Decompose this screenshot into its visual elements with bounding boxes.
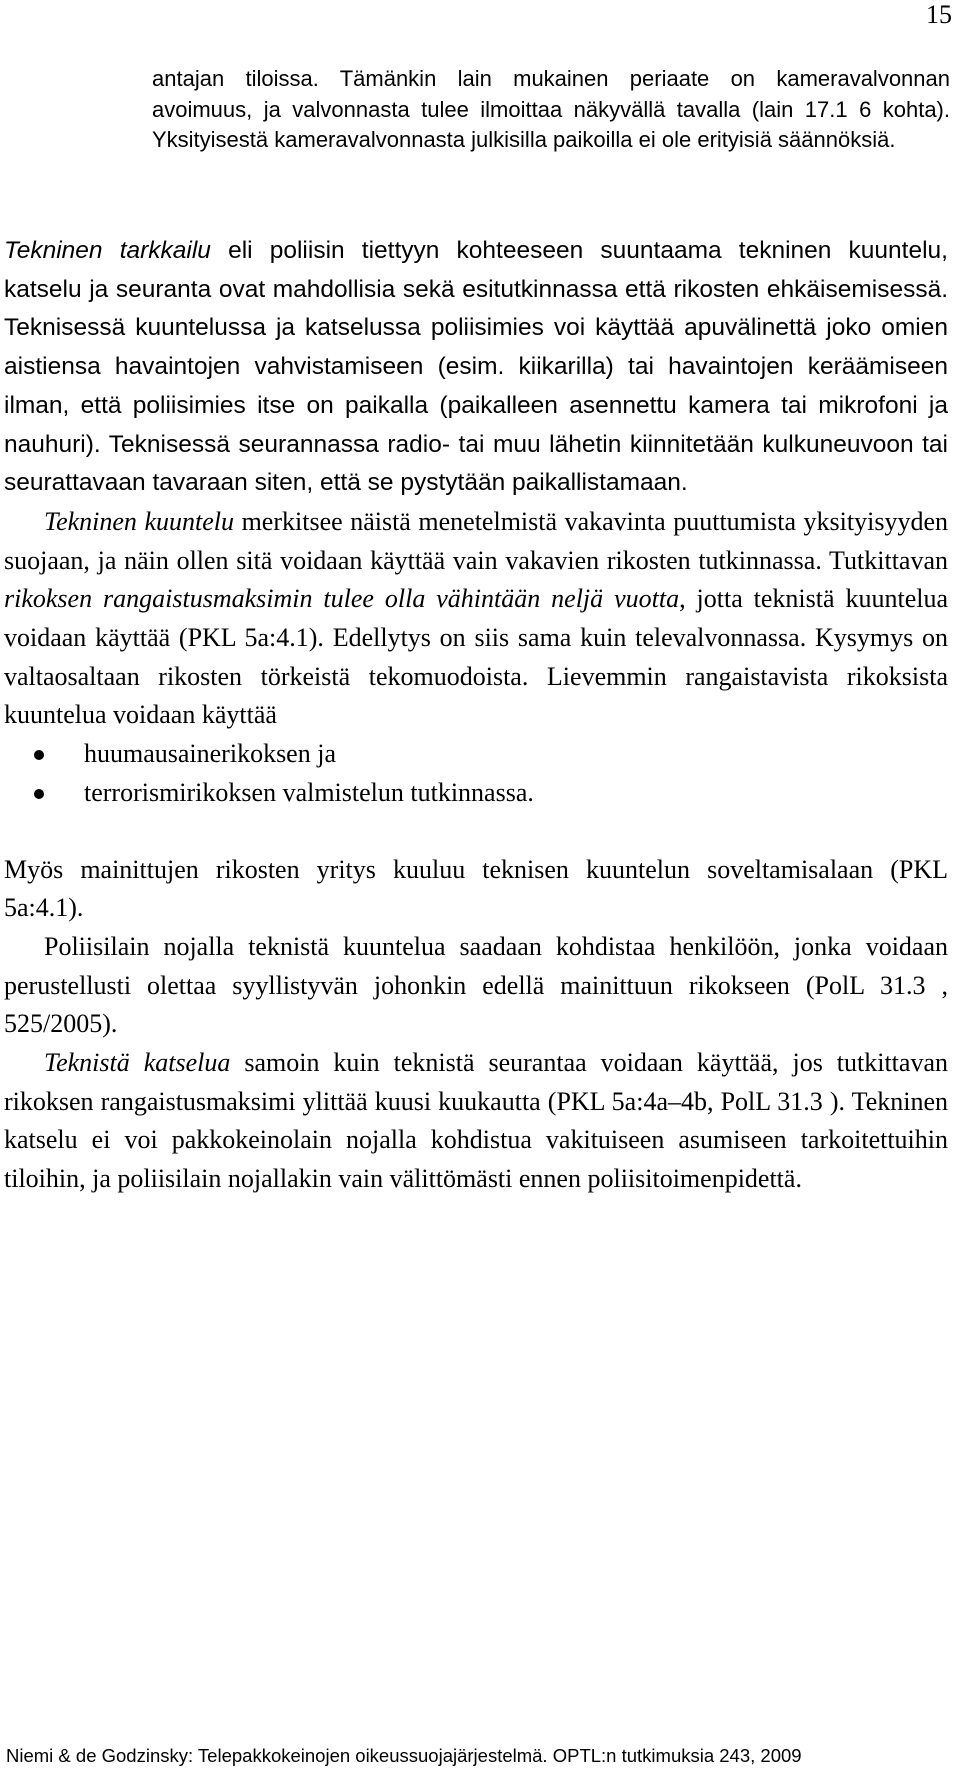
technical-listening-text-1: merkitsee näistä menetelmistä vakavinta puuttumista yksityisyyden suojaan, ja näin ollen sitä voidaan käyttää vain vakavien rikosten tutkinnassa. Tutkittavan [4,506,949,575]
page-number: 15 [926,0,952,29]
list-item-text: huumausainerikoksen ja [84,739,336,769]
penalty-emphasis: rikoksen rangaistusmaksimin tulee olla vähintään neljä vuotta [4,584,680,614]
bullet-icon [34,750,44,760]
footer-citation: Niemi & de Godzinsky: Telepakkokeinojen oikeussuojajärjestelmä. OPTL:n tutkimuksia 243, 2009 [6,1745,802,1766]
paragraph-technical-listening [4,503,948,735]
quote-paragraph: antajan tiloissa. Tämänkin lain mukainen periaate on kameravalvonnan avoimuus, ja valvonnasta tulee ilmoittaa näkyvällä tavalla (lain 17.1 6 kohta). Yksityisestä kameravalvonnasta julkisilla paikoilla ei ole erityisiä säännöksiä. [152,66,950,152]
paragraph-police-act: Poliisilain nojalla teknistä kuuntelua saadaan kohdistaa henkilöön, jonka voidaan perustellusti olettaa syyllistyvän johonkin edellä mainittuun rikokseen (PolL 31.3 , 525/2005). [4,931,948,1039]
paragraph-gap [4,813,948,851]
quote-block [152,64,950,156]
list-item [4,774,948,813]
technical-monitoring-text: eli poliisin tiettyyn kohteeseen suuntaama tekninen kuuntelu, katselu ja seuranta ovat mahdollisia sekä esitutkinnassa että rikosten ehkäisemisessä. Teknisessä kuuntelussa ja katselussa poliisimies voi käyttää apuvälinettä joko omien aistiensa havaintojen vahvistamiseen (esim. kiikarilla) tai havaintojen keräämiseen ilman, että poliisimies itse on paikalla (paikalleen asennettu kamera tai mikrofoni ja nauhuri). Teknisessä seurannassa radio- tai muu lähetin kiinnitetään kulkuneuvoon tai seurattavaan tavaraan siten, että se pystytään paikallistamaan. [4,237,948,497]
list-item-text: terrorismirikoksen valmistelun tutkinnassa. [84,777,534,807]
paragraph-technical-viewing [4,1044,948,1199]
term-technical-viewing: Teknistä katselua [44,1048,231,1078]
paragraph-attempt: Myös mainittujen rikosten yritys kuuluu teknisen kuuntelun soveltamisalaan (PKL 5a:4.1). [4,854,948,923]
crime-list [4,735,948,812]
body-text [4,232,948,1199]
paragraph-technical-monitoring [4,232,948,503]
technical-viewing-text: samoin kuin teknistä seurantaa voidaan käyttää, jos tutkittavan rikoksen rangaistusmaksimi ylittää kuusi kuukautta (PKL 5a:4a–4b, PolL 31.3 ). Tekninen katselu ei voi pakkokeinolain nojalla kohdistua vakituiseen asumiseen tarkoitettuihin tiloihin, ja poliisilain nojallakin vain välittömästi ennen poliisitoimenpidettä. [4,1048,948,1194]
term-technical-listening: Tekninen kuuntelu [44,506,235,536]
bullet-icon [34,789,44,799]
term-technical-monitoring: Tekninen tarkkailu [4,237,211,264]
list-item [4,735,948,774]
technical-listening-text-2: , jotta teknistä kuuntelua voidaan käyttää (PKL 5a:4.1). Edellytys on siis sama kuin televalvonnassa. Kysymys on valtaosaltaan rikosten törkeistä tekomuodoista. Lievemmin rangaistavista rikoksista kuuntelua voidaan käyttää [4,584,949,730]
